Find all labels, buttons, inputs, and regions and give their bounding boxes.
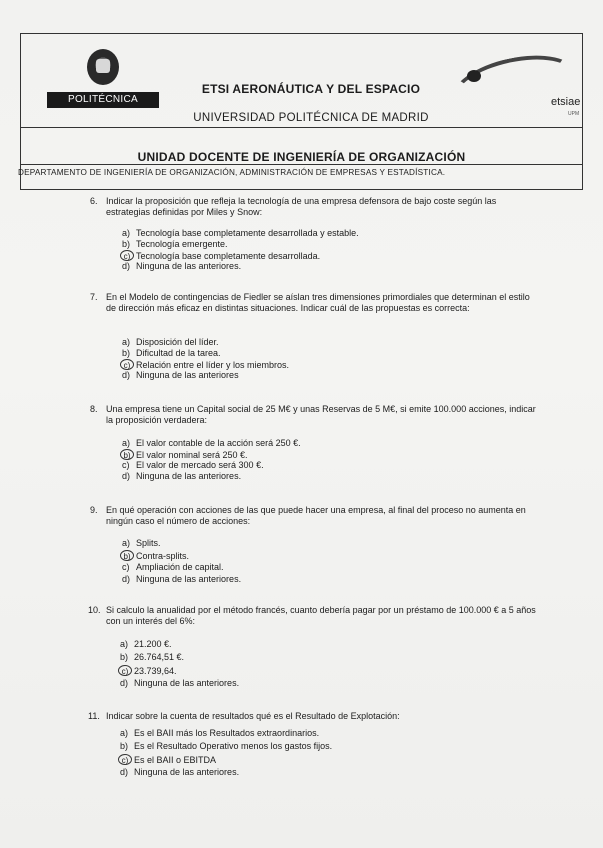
option-c (120, 665, 177, 677)
option-letter: a) (122, 337, 131, 347)
option-text: Tecnología base completamente desarrollada. (136, 251, 321, 261)
option-letter: d) (122, 370, 131, 380)
option-c (120, 754, 216, 766)
school-title: ETSI AERONÁUTICA Y DEL ESPACIO (201, 82, 421, 96)
option-letter-circled: c) (118, 665, 132, 676)
option-b (122, 550, 189, 562)
upm-logo-text: POLITÉCNICA (47, 92, 159, 108)
question-number: 9. (90, 505, 98, 515)
question-text: En qué operación con acciones de las que puede hacer una empresa, al final del proceso no aumenta en ningún caso el número de acciones: (106, 505, 526, 526)
option-letter-circled: c) (118, 754, 132, 765)
option-text: Ampliación de capital. (136, 562, 224, 572)
option-a (120, 639, 172, 650)
option-b (122, 348, 221, 359)
option-letter: b) (120, 652, 129, 662)
option-letter: d) (120, 678, 129, 688)
option-text: Ninguna de las anteriores. (134, 767, 240, 777)
option-text: 23.739,64. (134, 666, 177, 676)
option-letter: d) (122, 261, 131, 271)
option-letter-circled: b) (120, 449, 134, 460)
option-b (120, 741, 332, 752)
etsiae-logo-text: etsiae (551, 96, 581, 108)
question-text: Una empresa tiene un Capital social de 25 M€ y unas Reservas de 5 M€, si emite 100.000 acciones, indicar la proposición verdadera: (106, 404, 536, 425)
option-d (122, 471, 241, 482)
option-letter: a) (120, 728, 129, 738)
option-a (122, 438, 301, 449)
option-a (122, 337, 219, 348)
option-a (122, 228, 359, 239)
option-text: Relación entre el líder y los miembros. (136, 360, 290, 370)
university-title: UNIVERSIDAD POLITÉCNICA DE MADRID (193, 112, 429, 124)
option-d (122, 574, 241, 585)
question-number: 11. (88, 711, 100, 721)
option-text: Dificultad de la tarea. (136, 348, 221, 358)
option-text: Ninguna de las anteriores. (136, 261, 242, 271)
option-a (122, 538, 161, 549)
option-a (120, 728, 319, 739)
question-text: Si calculo la anualidad por el método francés, cuanto debería pagar por un préstamo de 100.000 € a 5 años con un interés del 6%: (106, 605, 536, 626)
option-letter-circled: b) (120, 550, 134, 561)
option-b (122, 239, 228, 250)
option-text: Disposición del líder. (136, 337, 219, 347)
option-letter: a) (122, 228, 131, 238)
option-d (122, 261, 241, 272)
option-letter: c) (122, 562, 130, 572)
option-text: 26.764,51 €. (134, 652, 185, 662)
option-text: 21.200 €. (134, 639, 172, 649)
option-letter-circled: c) (120, 250, 134, 261)
option-letter: b) (122, 348, 131, 358)
option-text: Ninguna de las anteriores. (136, 574, 242, 584)
option-text: El valor de mercado será 300 €. (136, 460, 264, 470)
option-b (120, 652, 184, 663)
option-letter: d) (122, 471, 131, 481)
option-text: Es el BAII más los Resultados extraordinarios. (134, 728, 320, 738)
option-letter: b) (120, 741, 129, 751)
department-title: DEPARTAMENTO DE INGENIERÍA DE ORGANIZACIÓN, ADMINISTRACIÓN DE EMPRESAS Y ESTADÍSTICA. (18, 168, 446, 177)
unit-title: UNIDAD DOCENTE DE INGENIERÍA DE ORGANIZACIÓN (137, 150, 466, 164)
option-text: El valor nominal será 250 €. (136, 450, 248, 460)
option-letter: a) (120, 639, 129, 649)
option-letter: d) (122, 574, 131, 584)
question-text: Indicar sobre la cuenta de resultados qué es el Resultado de Explotación: (106, 711, 400, 721)
option-text: Ninguna de las anteriores. (136, 471, 242, 481)
etsiae-logo-subtext: UPM (568, 111, 580, 117)
option-letter: a) (122, 438, 131, 448)
option-c (122, 359, 289, 371)
option-letter-circled: c) (120, 359, 134, 370)
option-b (122, 449, 248, 461)
option-text: Es el BAII o EBITDA (134, 755, 217, 765)
option-c (122, 562, 224, 573)
question-number: 7. (90, 292, 98, 302)
option-c (122, 460, 264, 471)
option-text: Tecnología base completamente desarrollada y estable. (136, 228, 359, 238)
option-c (122, 250, 320, 262)
option-letter: a) (122, 538, 131, 548)
option-text: El valor contable de la acción será 250 €. (136, 438, 301, 448)
option-letter: b) (122, 239, 131, 249)
option-letter: c) (122, 460, 130, 470)
option-text: Splits. (136, 538, 161, 548)
option-d (120, 678, 239, 689)
option-letter: d) (120, 767, 129, 777)
question-number: 10. (88, 605, 101, 615)
question-number: 8. (90, 404, 98, 414)
option-d (122, 370, 239, 381)
option-text: Es el Resultado Operativo menos los gastos fijos. (134, 741, 333, 751)
option-d (120, 767, 239, 778)
question-text: Indicar la proposición que refleja la tecnología de una empresa defensora de bajo coste según las estrategias definidas por Miles y Snow: (106, 196, 497, 217)
question-text: En el Modelo de contingencias de Fiedler se aíslan tres dimensiones primordiales que determinan el estilo de dirección más eficaz en distintas situaciones. Indicar cuál de las propuestas es correcta: (106, 292, 530, 313)
question-number: 6. (90, 196, 98, 206)
option-text: Ninguna de las anteriores (136, 370, 239, 380)
option-text: Ninguna de las anteriores. (134, 678, 240, 688)
option-text: Contra-splits. (136, 551, 190, 561)
option-text: Tecnología emergente. (136, 239, 228, 249)
